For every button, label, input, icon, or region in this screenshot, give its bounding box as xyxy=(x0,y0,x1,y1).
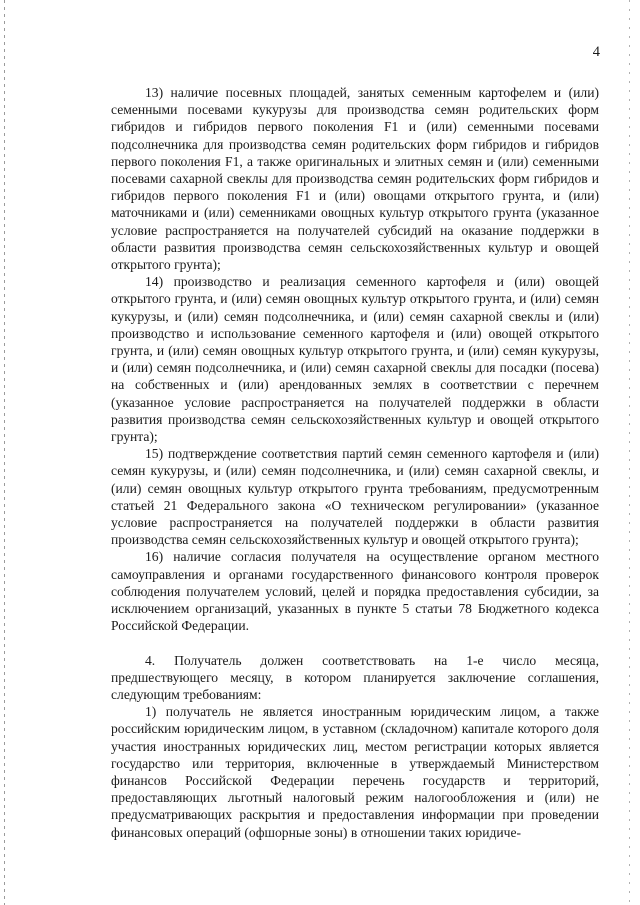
page-number: 4 xyxy=(592,44,600,60)
paragraph-item-13: 13) наличие посевных площадей, занятых семенным картофелем и (или) семенными посевами кукурузы для производства семян родительских форм гибридов и гибридов первого поколения F1 и (или) семенными посевами подсолнечника для производства семян родительских форм гибридов и гибридов первого поколения F1, а также оригинальных и элитных семян и (или) семенными посевами сахарной свеклы для производства семян родительских форм гибридов и гибридов первого поколения F1 и (или) овощами открытого грунта, и (или) маточниками и (или) семенниками овощных культур открытого грунта (указанное условие распространяется на получателей субсидий на оказание поддержки в области развития производства семян сельскохозяйственных культур и овощей открытого грунта); xyxy=(111,85,599,273)
scan-edge-right xyxy=(629,0,630,905)
paragraph-spacer xyxy=(111,635,599,652)
section-4-intro: 4. Получатель должен соответствовать на 1-е число месяца, предшествующего месяцу, в котором планируется заключение соглашения, следующим требованиям: xyxy=(111,652,599,702)
document-body xyxy=(111,84,599,841)
paragraph-item-16: 16) наличие согласия получателя на осуществление органом местного самоуправления и органами государственного финансового контроля проверок соблюдения получателем условий, целей и порядка предоставления субсидии, за исключением организаций, указанных в пункте 5 статьи 78 Бюджетного кодекса Российской Федерации. xyxy=(111,549,599,634)
section-4-item-1: 1) получатель не является иностранным юридическим лицом, а также российским юридическим лицом, в уставном (складочном) капитале которого доля участия иностранных юридических лиц, местом регистрации которых является государство или территория, включенные в утверждаемый Министерством финансов Российской Федерации перечень государств и территорий, предоставляющих льготный налоговый режим налогообложения и (или) не предусматривающих раскрытия и предоставления информации при проведении финансовых операций (офшорные зоны) в отношении таких юридиче- xyxy=(111,704,599,840)
scan-edge-left xyxy=(4,0,5,905)
paragraph-item-14: 14) производство и реализация семенного картофеля и (или) овощей открытого грунта, и (или) семян овощных культур открытого грунта, и (или) семян кукурузы, и (или) семян подсолнечника, и (или) семян сахарной свеклы и (или) производство и использование семенного картофеля и (или) овощей открытого грунта, и (или) семян овощных культур открытого грунта, и (или) семян кукурузы, и (или) семян подсолнечника, и (или) семян сахарной свеклы для посадки (посева) на собственных и (или) арендованных землях в соответствии с перечнем (указанное условие распространяется на получателей поддержки в области развития производства семян сельскохозяйственных культур и овощей открытого грунта); xyxy=(111,274,599,445)
paragraph-item-15: 15) подтверждение соответствия партий семян семенного картофеля и (или) семян кукурузы, и (или) семян подсолнечника, и (или) семян сахарной свеклы, и (или) семян овощных культур открытого грунта требованиям, предусмотренным статьей 21 Федерального закона «О техническом регулировании» (указанное условие распространяется на получателей поддержки в области развития производства семян сельскохозяйственных культур и овощей открытого грунта); xyxy=(111,446,599,548)
